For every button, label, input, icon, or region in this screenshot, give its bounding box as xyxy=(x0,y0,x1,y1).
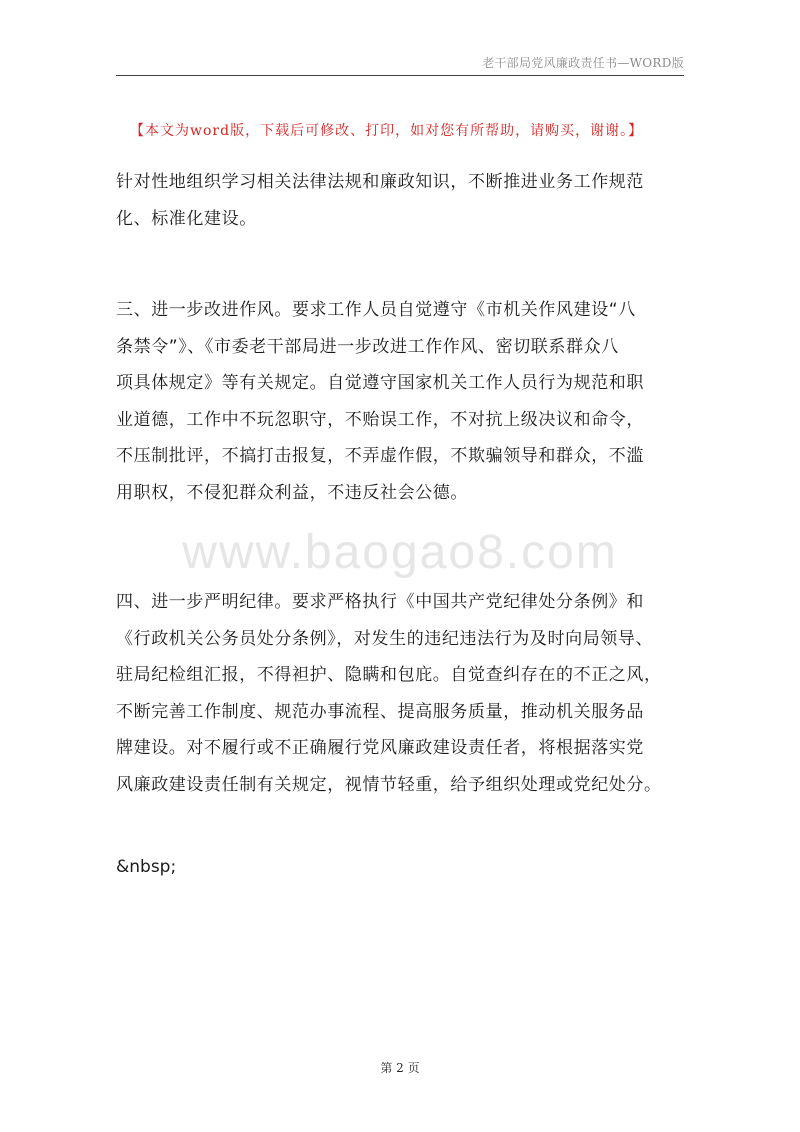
page-number: 第 2 页 xyxy=(380,1061,420,1075)
paragraph-line: 业道德，工作中不玩忽职守，不贻误工作，不对抗上级决议和命令， xyxy=(116,409,644,430)
paragraph-line: 用职权，不侵犯群众利益，不违反社会公德。 xyxy=(116,482,468,503)
purchase-notice: 【本文为word版，下载后可修改、打印，如对您有所帮助，请购买，谢谢。】 xyxy=(130,123,644,139)
paragraph-line: 条禁令”》、《市委老干部局进一步改进工作作风、密切联系群众八 xyxy=(116,336,619,357)
paragraph-1 xyxy=(116,164,688,237)
paragraph-line: 三、进一步改进作风。要求工作人员自觉遵守《市机关作风建设“八 xyxy=(116,300,636,320)
paragraph-4-placeholder: &nbsp; xyxy=(116,857,177,877)
paragraph-line: 针对性地组织学习相关法律法规和廉政知识，不断推进业务工作规范 xyxy=(116,172,644,192)
paragraph-line: 化、标准化建设。 xyxy=(116,208,257,229)
paragraph-line: 驻局纪检组汇报，不得袒护、隐瞒和包庇。自觉查纠存在的不正之风， xyxy=(116,665,662,685)
paragraph-line: 不压制批评，不搞打击报复，不弄虚作假，不欺骗领导和群众，不滥 xyxy=(116,446,644,466)
paragraph-line: 《行政机关公务员处分条例》，对发生的违纪违法行为及时向局领导、 xyxy=(116,628,654,649)
paragraph-line: 四、进一步严明纪律。要求严格执行《中国共产党纪律处分条例》和 xyxy=(116,592,644,612)
paragraph-3-discipline xyxy=(116,584,688,803)
header-divider xyxy=(116,75,684,76)
paragraph-line: 牌建设。对不履行或不正确履行党风廉政建设责任者，将根据落实党 xyxy=(116,738,644,758)
watermark: www.baogao8.com xyxy=(182,526,618,579)
paragraph-line: 项具体规定》等有关规定。自觉遵守国家机关工作人员行为规范和职 xyxy=(116,373,644,393)
paragraph-2-conduct xyxy=(116,292,688,511)
paragraph-line: 风廉政建设责任制有关规定，视情节轻重，给予组织处理或党纪处分。 xyxy=(116,774,662,795)
paragraph-line: 不断完善工作制度、规范办事流程、提高服务质量，推动机关服务品 xyxy=(116,701,644,722)
header-title: 老干部局党风廉政责任书—WORD版 xyxy=(482,56,684,70)
